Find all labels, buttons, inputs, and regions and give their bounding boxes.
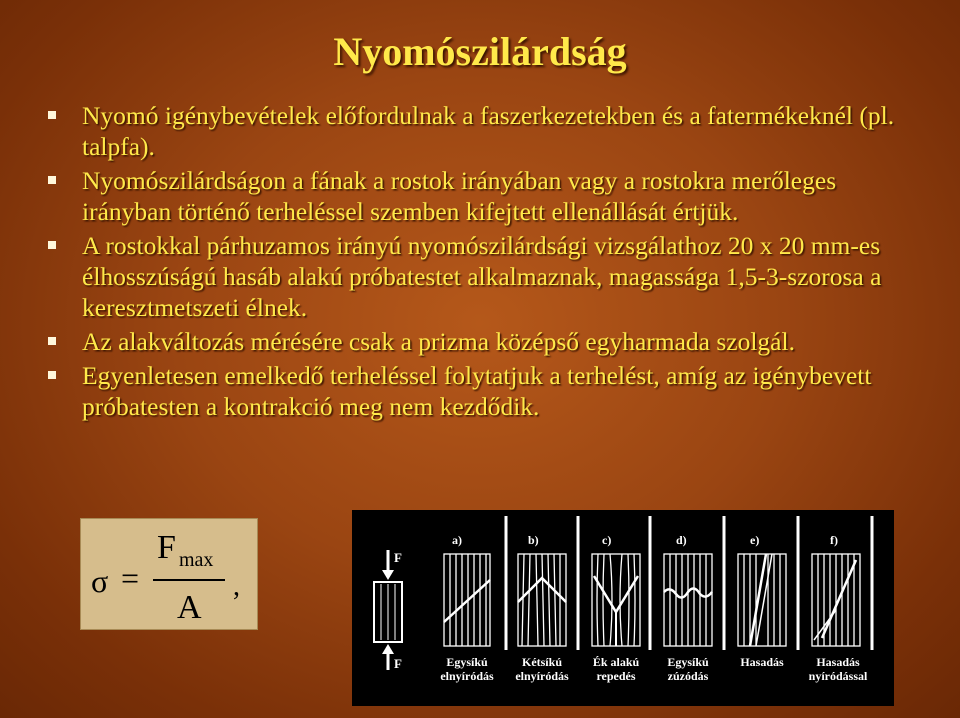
caption-d-line2: zúzódás	[667, 669, 709, 683]
formula-box	[80, 518, 258, 630]
bullet-square-icon	[48, 241, 56, 249]
bullet-item: Egyenletesen emelkedő terheléssel folytatjuk a terhelést, amíg az igénybevett próbatesten a kontrakció meg nem kezdődik.	[40, 360, 930, 422]
caption-c-line1: Ék alakú	[592, 655, 640, 669]
arrow-head-down-icon	[382, 570, 394, 580]
formula-numerator-subscript: max	[179, 549, 214, 571]
arrow-head-up-icon	[382, 644, 394, 654]
failure-modes-figure	[352, 510, 894, 706]
formula-comma: ,	[233, 571, 240, 602]
bullet-item: Nyomószilárdságon a fának a rostok irányában vagy a rostokra merőleges irányban történő terheléssel szemben kifejtett ellenállását értjük.	[40, 165, 930, 227]
caption-d-line1: Egysíkú	[667, 655, 709, 669]
bullet-item: A rostokkal párhuzamos irányú nyomószilárdsági vizsgálathoz 20 x 20 mm-es élhosszúságú hasáb alakú próbatestet alkalmaznak, magassága 1,5-3-szorosa a keresztmetszeti élnek.	[40, 230, 930, 323]
bullet-item: Nyomó igénybevételek előfordulnak a faszerkezetekben és a fatermékeknél (pl. talpfa).	[40, 100, 930, 162]
bullet-square-icon	[48, 337, 56, 345]
panel-letter-f: f)	[830, 533, 838, 547]
formula-sigma: σ	[91, 563, 109, 599]
specimen-a	[444, 554, 490, 646]
formula-denominator: A	[177, 589, 202, 626]
load-diagram	[374, 550, 402, 671]
caption-f-line2: nyíródással	[808, 669, 868, 683]
panel-letter-b: b)	[528, 533, 539, 547]
failure-modes-svg	[352, 510, 894, 706]
caption-a-line2: elnyíródás	[440, 669, 494, 683]
specimen-e	[738, 554, 786, 646]
formula-numerator: F	[157, 529, 176, 566]
panel-letter-e: e)	[750, 533, 760, 547]
caption-e-line1: Hasadás	[740, 655, 784, 669]
bullet-square-icon	[48, 176, 56, 184]
specimen-f	[812, 554, 860, 646]
panel-dividers	[506, 516, 872, 650]
specimen-b	[518, 554, 566, 646]
caption-b-line2: elnyíródás	[515, 669, 569, 683]
specimen-d	[664, 554, 712, 646]
formula-equals: =	[121, 560, 140, 596]
panel-letter-d: d)	[676, 533, 687, 547]
caption-c-line2: repedés	[596, 669, 636, 683]
load-label-top: F	[394, 550, 402, 565]
slide-title: Nyomószilárdság	[333, 29, 627, 74]
bullet-square-icon	[48, 371, 56, 379]
caption-f-line1: Hasadás	[816, 655, 860, 669]
bullet-square-icon	[48, 111, 56, 119]
caption-a-line1: Egysíkú	[446, 655, 488, 669]
bullet-list	[40, 100, 930, 425]
bullet-item: Az alakváltozás mérésére csak a prizma középső egyharmada szolgál.	[40, 326, 930, 357]
panel-letter-a: a)	[452, 533, 462, 547]
specimen-c	[592, 554, 640, 646]
fraction-line	[153, 579, 225, 581]
panel-letter-c: c)	[602, 533, 612, 547]
load-label-bottom: F	[394, 656, 402, 671]
caption-b-line1: Kétsíkú	[521, 655, 563, 669]
